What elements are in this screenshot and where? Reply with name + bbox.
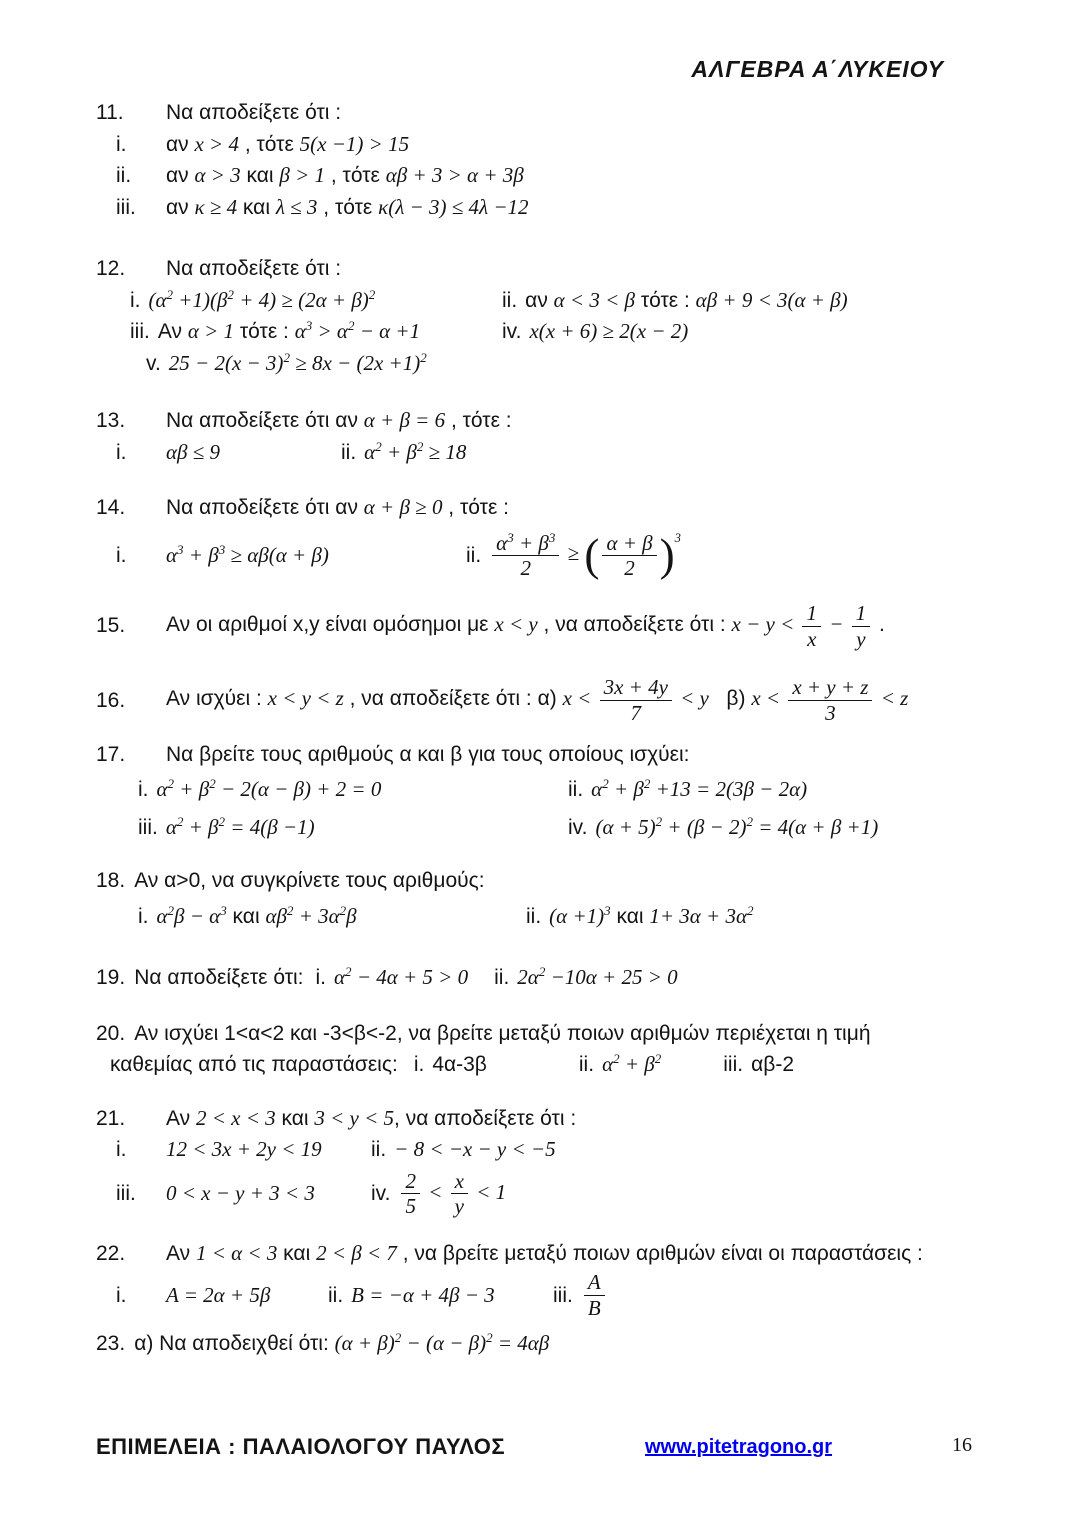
part-label: iv. [371,1181,391,1205]
problem-statement: Αν ισχύει : x < y < z , να αποδείξετε ότι : α) x < $\frac{3x + 4y}{7}$ < y β) x < $\frac{x + y + z}{3}$ < z [166,675,909,725]
problem-23 [96,1328,1040,1360]
part-text: 12 < 3x + 2y < 19 [166,1137,322,1162]
part-text: $\alpha^2\beta - \alpha^3$ και $\alpha\beta^2 + 3\alpha^2\beta$ [156,902,357,928]
part-text: $2\alpha^2 -10\alpha + 25 > 0$ [517,964,678,990]
part-text: $\frac{\alpha^3 + \beta^3}{2}$ ≥ ( $\frac{\alpha + \beta}{2}$ )$^3$ [489,532,681,580]
problem-statement: Να αποδείξετε ότι αν α + β ≥ 0 , τότε : [166,495,509,519]
part-label: ii. [466,543,482,567]
part-label: v. [146,351,161,375]
problem-18 [96,865,1040,932]
problem-statement: Να αποδείξετε ότι : [166,101,342,124]
part-label: ii. [341,440,357,464]
problem-statement-line1: Αν ισχύει 1<α<2 και -3<β<-2, να βρείτε μεταξύ ποιων αριθμών περιέχεται η τιμή [134,1021,871,1045]
part-label: iii. [130,320,150,343]
part-label: iv. [502,320,522,343]
part-text: αβ-2 [751,1053,795,1077]
problem-20 [96,1018,1040,1081]
problem-statement: Να αποδείξετε ότι: [134,966,304,990]
page-number: 16 [952,1434,972,1456]
problem-number: 12. [96,257,126,280]
problem-statement: Να αποδείξετε ότι αν α + β = 6 , τότε : [166,408,512,432]
part-text: 4α-3β [432,1053,487,1077]
part-text: Αν α > 1 τότε : $\alpha^3 > \alpha^2 - \alpha +1$ [157,318,421,343]
part-text: αν α > 3 και β > 1 , τότε αβ + 3 > α + 3β [166,163,524,187]
problem-number: 19. [96,966,126,990]
author-credit: ΕΠΙΜΕΛΕΙΑ : ΠΑΛΑΙΟΛΟΓΟΥ ΠΑΥΛΟΣ [96,1434,506,1459]
problem-12 [96,253,1040,379]
part-label: i. [116,440,127,464]
part-text: $\alpha^2 - 4\alpha + 5 > 0$ [334,964,469,990]
part-label: i. [116,1283,127,1307]
problem-17 [96,739,1040,844]
part-label: i. [138,778,149,802]
part-text: $(\alpha^2 +1)(\beta^2 + 4) \ge (2\alpha + \beta)^2$ [148,286,376,312]
part-text: x(x + 6) ≥ 2(x − 2) [529,319,689,343]
part-label: iii. [138,815,158,839]
part-label: ii. [502,288,518,312]
problem-16 [96,676,1040,724]
part-text: $\frac{2}{5}$ < $\frac{x}{y}$ < 1 [398,1170,506,1218]
part-label: i. [138,904,149,928]
part-text: 0 < x − y + 3 < 3 [166,1180,315,1205]
part-text: A = 2α + 5β [166,1282,271,1307]
problem-15 [96,602,1040,650]
problem-number: 16. [96,688,126,712]
problem-22 [96,1238,1040,1320]
part-label: iii. [723,1053,744,1077]
problem-number: 22. [96,1241,126,1265]
part-label: iii. [116,1181,136,1205]
part-text: $(\alpha + 5)^2 + (\beta - 2)^2 = 4(\alpha + \beta +1)$ [595,813,879,839]
part-text: αν x > 4 , τότε 5(x −1) > 15 [166,131,410,156]
part-text: $\alpha^2 + \beta^2 \ge 18$ [364,438,467,464]
page-title: ΑΛΓΕΒΡΑ Α΄ΛΥΚΕΙΟΥ [691,56,944,82]
part-text: $\alpha^2 + \beta^2$ [602,1051,662,1077]
part-label: iii. [553,1283,573,1307]
part-text: $\alpha^2 + \beta^2 - 2(\alpha - \beta) + 2 = 0$ [156,776,382,802]
problem-19 [96,962,1040,994]
part-label: ii. [328,1283,344,1307]
part-label: ii. [371,1138,387,1162]
problem-number: 21. [96,1106,126,1130]
problem-number: 11. [96,101,124,124]
problem-statement: Αν 2 < x < 3 και 3 < y < 5, να αποδείξετε ότι : [166,1105,577,1130]
part-label: ii. [578,1053,595,1077]
website-link[interactable]: www.pitetragono.gr [645,1436,833,1458]
part-label: ii. [568,778,584,802]
problem-number: 13. [96,409,126,432]
part-text: $(\alpha +1)^3$ και $1+ 3\alpha + 3\alpha^2$ [549,902,754,928]
part-label: ii. [494,966,510,990]
problem-21 [96,1103,1040,1218]
part-label: iv. [568,815,588,839]
problem-number: 18. [96,869,126,893]
part-label: i. [413,1053,425,1077]
part-text: αν κ ≥ 4 και λ ≤ 3 , τότε κ(λ − 3) ≤ 4λ −12 [166,194,529,219]
problem-statement: Αν α>0, να συγκρίνετε τους αριθμούς: [134,869,485,893]
problem-number: 15. [96,614,126,638]
problem-number: 23. [96,1331,126,1355]
part-text: − 8 < −x − y < −5 [394,1137,556,1162]
part-label: iii. [116,195,136,219]
part-label: i. [130,288,141,312]
problem-statement: Να βρείτε τους αριθμούς α και β για τους οποίους ισχύει: [166,742,690,766]
part-text: αβ ≤ 9 [166,439,221,464]
problem-number: 20. [96,1021,126,1045]
problem-statement: Αν 1 < α < 3 και 2 < β < 7 , να βρείτε μεταξύ ποιων αριθμών είναι οι παραστάσεις : [166,1240,923,1265]
problem-statement-line2: καθεμίας από τις παραστάσεις: [110,1053,398,1077]
page-footer [0,1434,1080,1474]
part-text: $\alpha^2 + \beta^2 = 4(\beta -1)$ [165,813,315,839]
problem-statement: Να αποδείξετε ότι : [166,257,342,280]
part-text: $25 - 2(x - 3)^2 \ge 8x - (2x +1)^2$ [168,349,427,375]
part-label: ii. [116,164,132,187]
problem-number: 17. [96,742,126,766]
problem-13 [96,405,1040,468]
part-text: αν α < 3 < β τότε : αβ + 9 < 3(α + β) [525,287,848,312]
problem-14 [96,492,1040,580]
part-label: ii. [526,904,542,928]
problem-11 [96,97,1040,223]
part-label: i. [116,543,127,567]
part-label: i. [116,132,127,156]
part-text: $\alpha^2 + \beta^2 +13 = 2(3\beta - 2\alpha)$ [591,776,808,802]
problem-statement: α) Να αποδειχθεί ότι: $(\alpha + \beta)^2 - (\alpha - \beta)^2 = 4\alpha\beta$ [134,1329,550,1355]
problem-statement: Αν οι αριθμοί x,y είναι ομόσημοι με x < y , να αποδείξετε ότι : x − y < $\frac{1}{x}$ − $\frac{1}{y}$ . [166,600,885,651]
problem-number: 14. [96,496,126,519]
part-text: $\frac{A}{B}$ [581,1271,608,1319]
part-label: i. [116,1138,127,1162]
part-label: i. [315,966,327,990]
part-text: $\alpha^3 + \beta^3 \ge \alpha\beta(\alpha + \beta)$ [166,541,329,567]
part-text: B = −α + 4β − 3 [351,1282,495,1307]
